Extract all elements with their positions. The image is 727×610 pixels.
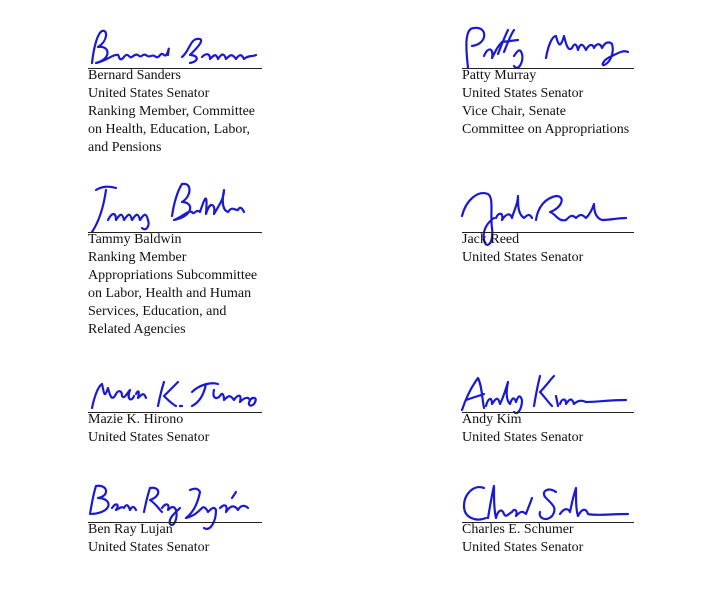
signatory-title: Services, Education, and — [88, 304, 227, 319]
signatory-text-sanders — [88, 67, 255, 157]
signatory-text-murray — [462, 67, 629, 139]
signatory-text-lujan — [88, 521, 209, 557]
signatory-title: United States Senator — [462, 250, 584, 265]
signatory-text-hirono — [88, 411, 209, 447]
signatory-title: United States Senator — [462, 86, 584, 101]
signatory-name: Ben Ray Lujan — [88, 522, 173, 537]
signatory-title: Ranking Member — [88, 250, 187, 265]
signatory-text-schumer — [462, 521, 583, 557]
signatory-title: United States Senator — [462, 430, 584, 445]
signatory-name: Charles E. Schumer — [462, 522, 574, 537]
signatory-title: United States Senator — [88, 540, 210, 555]
signatory-name: Patty Murray — [462, 68, 537, 83]
signatory-name: Tammy Baldwin — [88, 232, 182, 247]
signatory-title: and Pensions — [88, 140, 162, 155]
signatory-title: Ranking Member, Committee — [88, 104, 256, 119]
signatory-text-kim — [462, 411, 583, 447]
signatory-title: United States Senator — [88, 430, 210, 445]
signatory-title: United States Senator — [88, 86, 210, 101]
signatory-name: Andy Kim — [462, 412, 522, 427]
signatory-name: Jack Reed — [462, 232, 520, 247]
signatory-text-baldwin — [88, 231, 257, 339]
signatory-title: Committee on Appropriations — [462, 122, 630, 137]
signatory-title: United States Senator — [462, 540, 584, 555]
signatory-title: Vice Chair, Senate — [462, 104, 566, 119]
signatory-name: Bernard Sanders — [88, 68, 181, 83]
signatory-title: Appropriations Subcommittee — [88, 268, 258, 283]
signatory-title: on Labor, Health and Human — [88, 286, 252, 301]
signatory-name: Mazie K. Hirono — [88, 412, 184, 427]
signatory-title: on Health, Education, Labor, — [88, 122, 250, 137]
signatory-title: Related Agencies — [88, 322, 186, 337]
signatory-text-reed — [462, 231, 583, 267]
